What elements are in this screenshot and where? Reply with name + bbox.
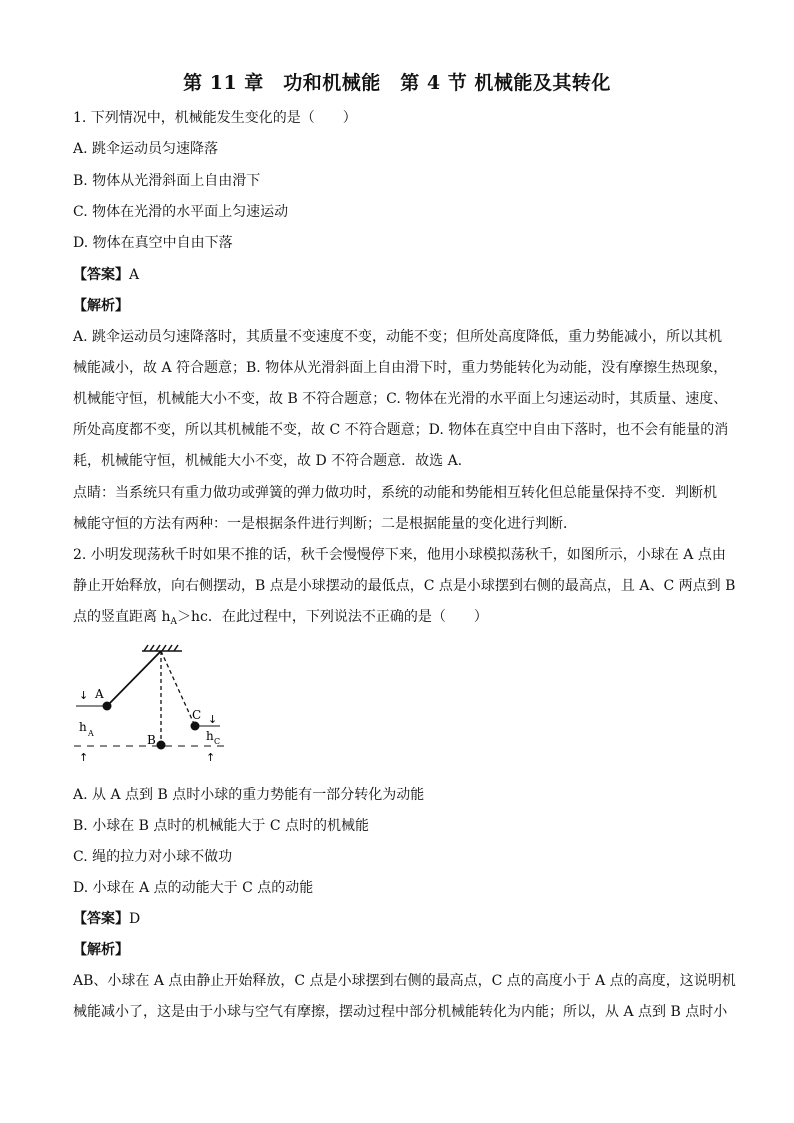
q2-option-a: A. 从 A 点到 B 点时小球的重力势能有一部分转化为动能 [73,787,425,803]
q1-option-d: D. 物体在真空中自由下落 [73,235,233,251]
q2-analysis-line: AB、小球在 A 点由静止开始释放，C 点是小球摆到右侧的最高点，C 点的高度小于 A 点的高度，这说明机 [73,973,736,989]
q1-answer-label: 【答案】 [73,267,129,283]
label-h-c-sub: C [214,737,221,746]
label-c: C [192,708,202,722]
q1-analysis-line: 所处高度都不变，所以其机械能不变，故 C 不符合题意；D. 物体在真空中自由下落时，也不会有能量的消 [73,422,729,438]
q1-analysis-line: 械能减小，故 A 符合题意；B. 物体从光滑斜面上自由滑下时，重力势能转化为动能，没有摩擦生热现象， [73,360,728,376]
q2-analysis-line: 械能减小了，这是由于小球与空气有摩擦，摆动过程中部分机械能转化为内能；所以，从 A 点到 B 点时小 [73,1004,728,1020]
label-a: A [95,687,104,701]
q1-note-line: 械能守恒的方法有两种：一是根据条件进行判断；二是根据能量的变化进行判断． [73,516,577,532]
q1-analysis-line: 耗，机械能守恒，机械能大小不变，故 D 不符合题意．故选 A. [73,453,463,469]
q2-stem-line: 静止开始释放，向右侧摆动，B 点是小球摆动的最低点，C 点是小球摆到右侧的最高点，且 A、C 两点到 B [73,578,736,594]
q1-option-a: A. 跳伞运动员匀速降落 [73,141,219,157]
q1-answer-value: A [129,267,140,283]
label-b: B [147,733,156,747]
q2-option-c: C. 绳的拉力对小球不做功 [73,849,233,865]
q2-option-d: D. 小球在 A 点的动能大于 C 点的动能 [73,880,314,896]
arrow-up-c: ↑ [206,751,216,764]
label-h-a-sub: A [88,729,94,738]
q2-answer-label: 【答案】 [73,911,129,927]
q1-analysis-line: 机械能守恒，机械能大小不变，故 B 不符合题意；C. 物体在光滑的水平面上匀速运动时，其质量、速度、 [73,391,728,407]
q2-answer-value: D [129,911,141,927]
q1-analysis-line: A. 跳伞运动员匀速降落时，其质量不变速度不变，动能不变；但所处高度降低，重力势能减小，所以其机 [73,329,723,345]
pendulum-diagram [68,640,238,765]
page-title: 第 11 章 功和机械能 第 4 节 机械能及其转化 [183,72,611,94]
arrow-up-a: ↑ [79,751,89,764]
q1-note-line: 点睛：当系统只有重力做功或弹簧的弹力做功时，系统的动能和势能相互转化但总能量保持不变．判断机 [73,485,717,501]
q2-answer [73,910,723,928]
ball-b [157,741,166,750]
q1-answer [73,266,723,284]
q1-stem: 1. 下列情况中，机械能发生变化的是（ ） [73,110,357,126]
arrow-down-a: ↓ [79,689,89,702]
q2-stem-line: 点的竖直距离 $h_A>hc$．在此过程中，下列说法不正确的是（ ） [73,609,488,627]
arrow-down-c: ↓ [208,713,218,726]
string-to-a [107,651,161,706]
q2-analysis-label: 【解析】 [73,942,129,958]
label-h-c: h [206,729,214,743]
q1-option-c: C. 物体在光滑的水平面上匀速运动 [73,204,289,220]
ball-c [191,722,200,731]
q2-stem-line: 2. 小明发现荡秋千时如果不推的话，秋千会慢慢停下来，他用小球模拟荡秋千，如图所示，小球在 A 点由 [73,547,726,563]
q1-analysis-label: 【解析】 [73,298,129,314]
ball-a [103,702,112,711]
ceiling-support [142,645,182,651]
string-to-c [161,651,195,726]
label-h-a: h [79,720,87,734]
q2-option-b: B. 小球在 B 点时的机械能大于 C 点时的机械能 [73,818,369,834]
q1-option-b: B. 物体从光滑斜面上自由滑下 [73,173,261,189]
